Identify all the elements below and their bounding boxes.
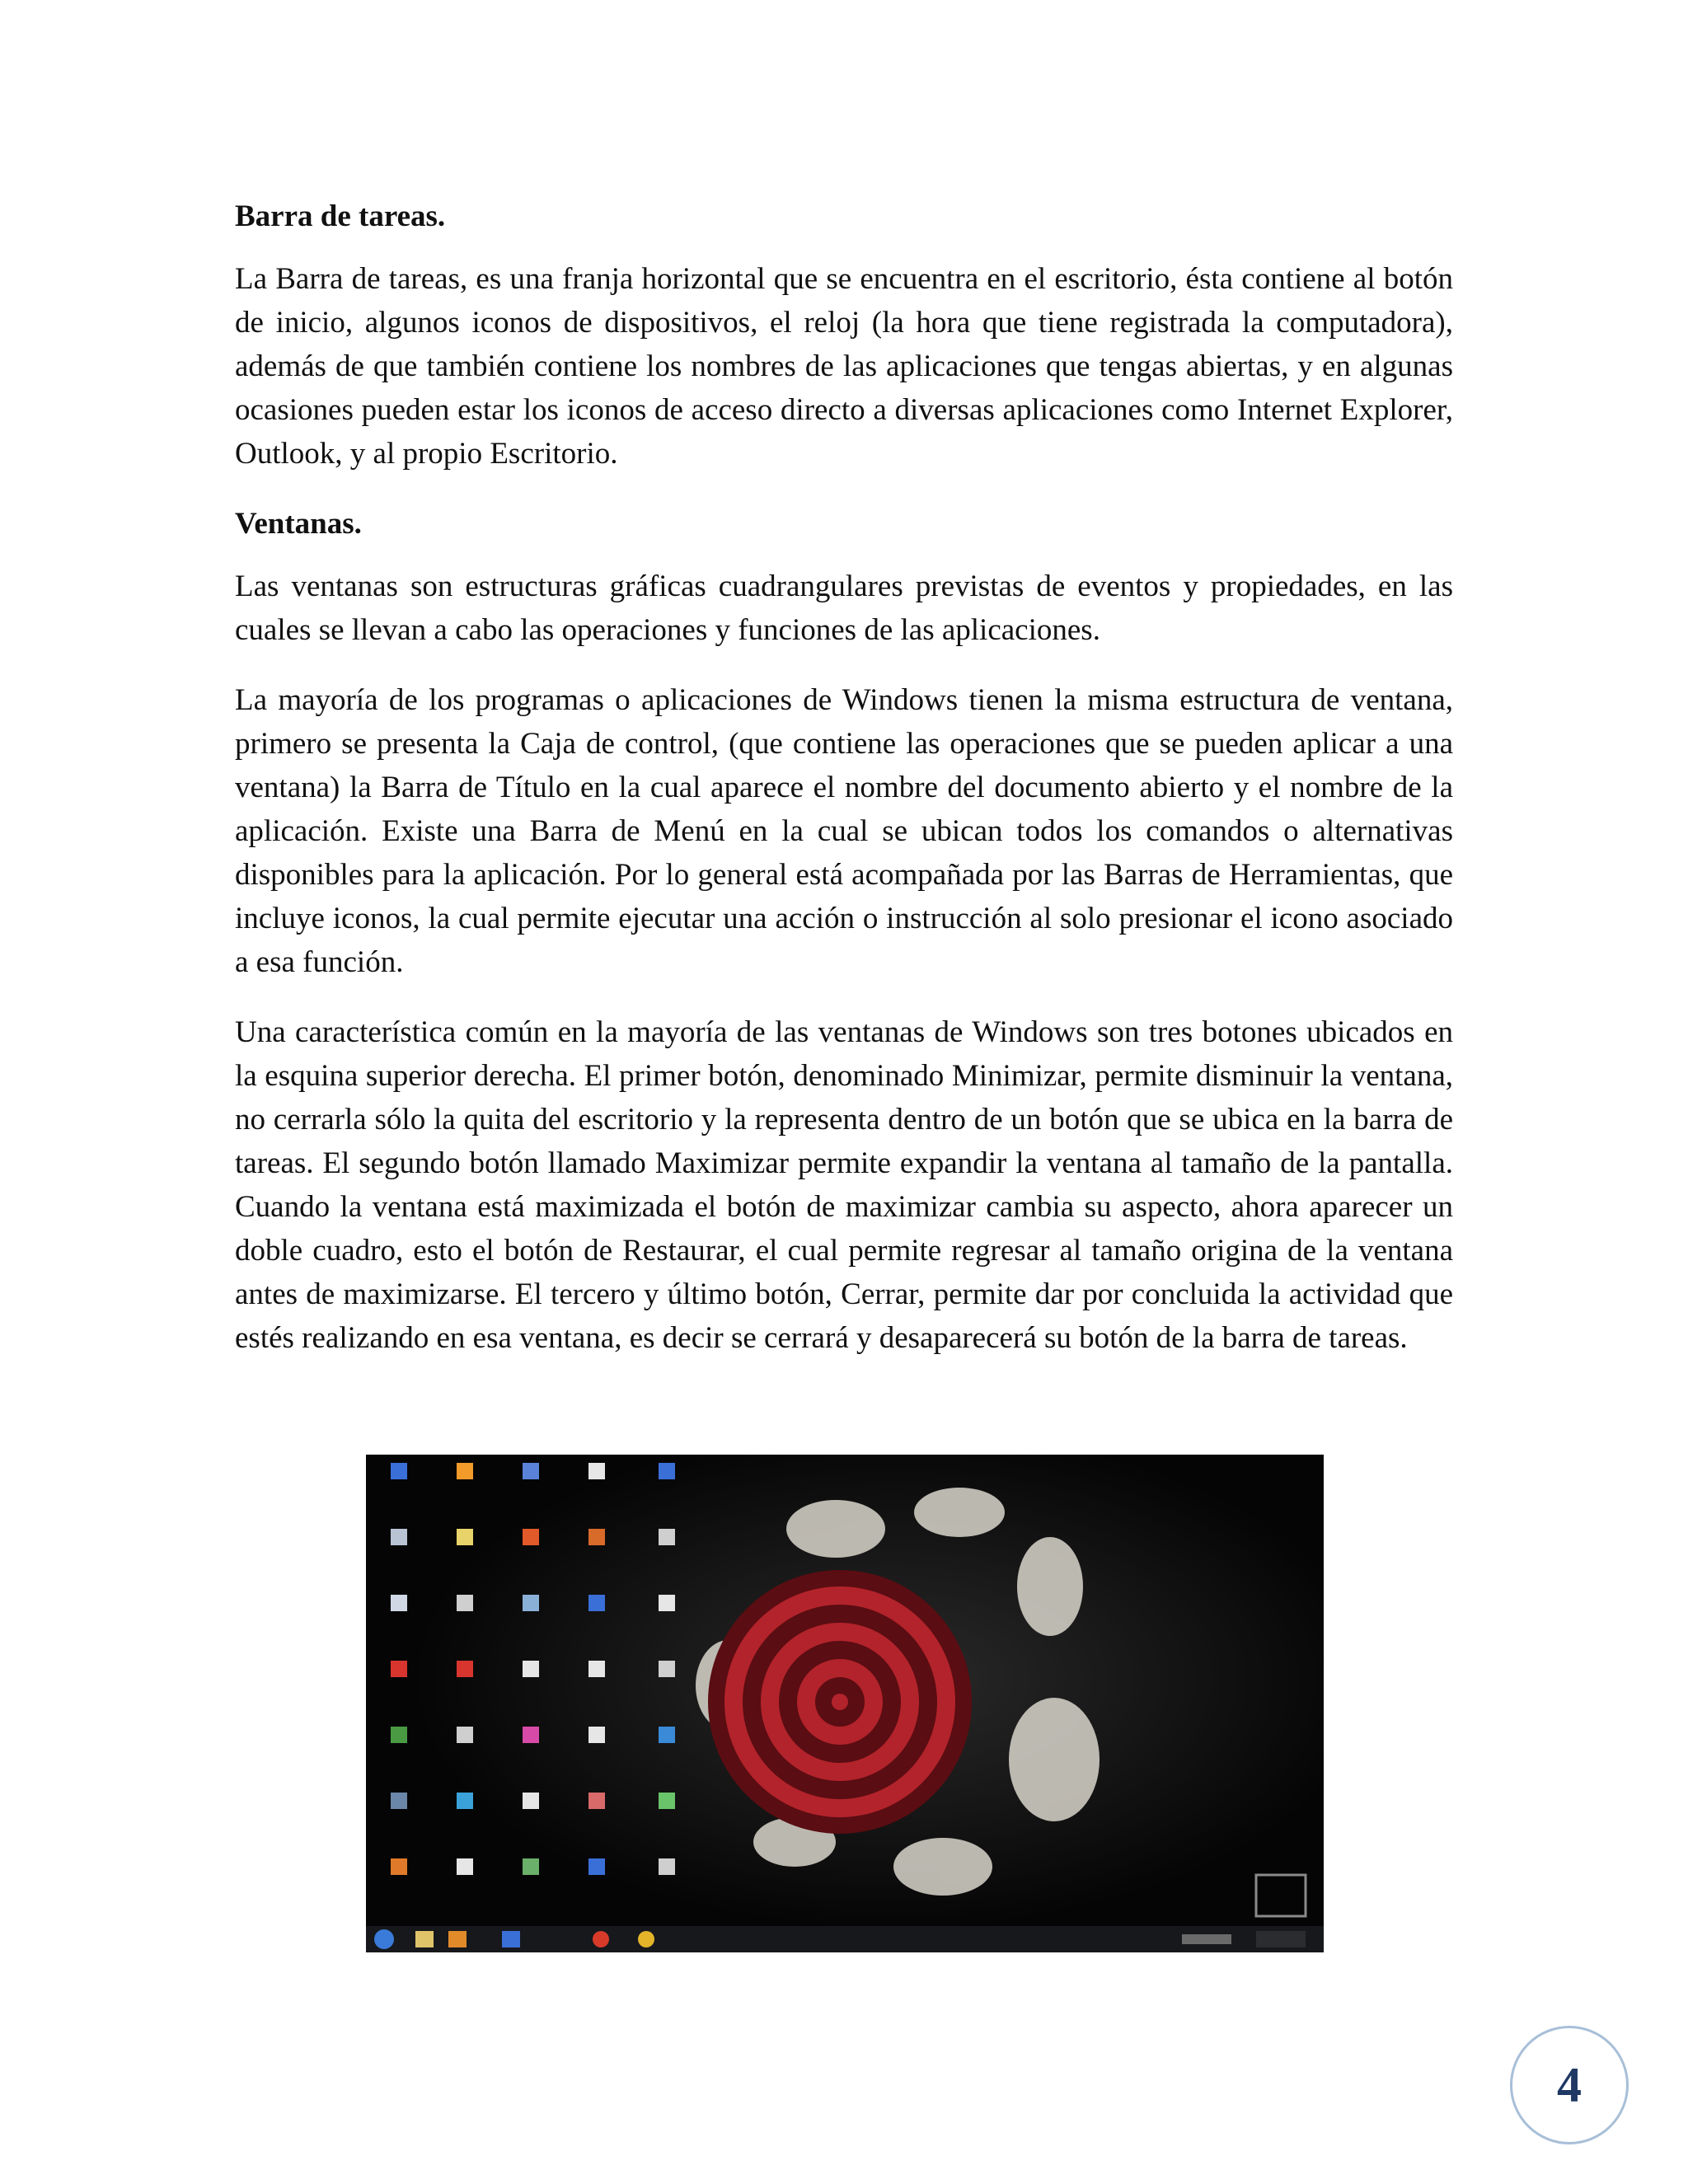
wallpaper-spiral [708, 1570, 972, 1834]
page-number-badge [1510, 2026, 1629, 2144]
paragraph-windows-3: Una característica común en la mayoría de las ventanas de Windows son tres botones ubicados en la esquina superior derecha. El primer botón, denominado Minimizar, permite disminuir la ventana, no cerrarla sólo la quita del escritorio y la representa dentro de un botón que se ubica en la barra de tareas. El segundo botón llamado Maximizar permite expandir la ventana al tamaño de la pantalla. Cuando la ventana está maximizada el botón de maximizar cambia su aspecto, ahora aparecer un doble cuadro, esto el botón de Restaurar, el cual permite regresar al tamaño origina de la ventana antes de maximizarse. El tercero y último botón, Cerrar, permite dar por concluida la actividad que estés realizando en esa ventana, es decir se cerrará y desaparecerá su botón de la barra de tareas. [235, 1015, 1453, 1355]
start-button-icon [374, 1929, 394, 1949]
paragraph-windows-1: Las ventanas son estructuras gráficas cuadrangulares previstas de eventos y propiedades, en las cuales se llevan a cabo las operaciones y funciones de las aplicaciones. [235, 569, 1453, 647]
chrome-icon [638, 1931, 654, 1947]
desktop-screenshot-figure [366, 1455, 1324, 1952]
system-tray [1182, 1934, 1231, 1944]
clock-area [1256, 1931, 1306, 1947]
desktop-screenshot-image [366, 1455, 1324, 1952]
section-heading-windows: Ventanas. [235, 507, 362, 541]
browser-icon [593, 1931, 609, 1947]
app-icon [502, 1931, 520, 1947]
paragraph-taskbar: La Barra de tareas, es una franja horizontal que se encuentra en el escritorio, ésta contiene al botón de inicio, algunos iconos de dispositivos, el reloj (la hora que tiene registrada la computadora), además de que también contiene los nombres de las aplicaciones que tengas abiertas, y en algunas ocasiones pueden estar los iconos de acceso directo a diversas aplicaciones como Internet Explorer, Outlook, y al propio Escritorio. [235, 262, 1453, 471]
explorer-icon [415, 1931, 434, 1947]
paragraph-windows-2: La mayoría de los programas o aplicaciones de Windows tienen la misma estructura de ventana, primero se presenta la Caja de control, (que contiene las operaciones que se pueden aplicar a una ventana) la Barra de Título en la cual aparece el nombre del documento abierto y el nombre de la aplicación. Existe una Barra de Menú en la cual se ubican todos los comandos o alternativas disponibles para la aplicación. Por lo general está acompañada por las Barras de Herramientas, que incluye iconos, la cual permite ejecutar una acción o instrucción al solo presionar el icono asociado a esa función. [235, 683, 1453, 979]
media-icon [448, 1931, 467, 1947]
taskbar [366, 1926, 1324, 1952]
page-content [235, 194, 1453, 1386]
page-number: 4 [1557, 2057, 1582, 2112]
section-heading-taskbar: Barra de tareas. [235, 199, 446, 233]
